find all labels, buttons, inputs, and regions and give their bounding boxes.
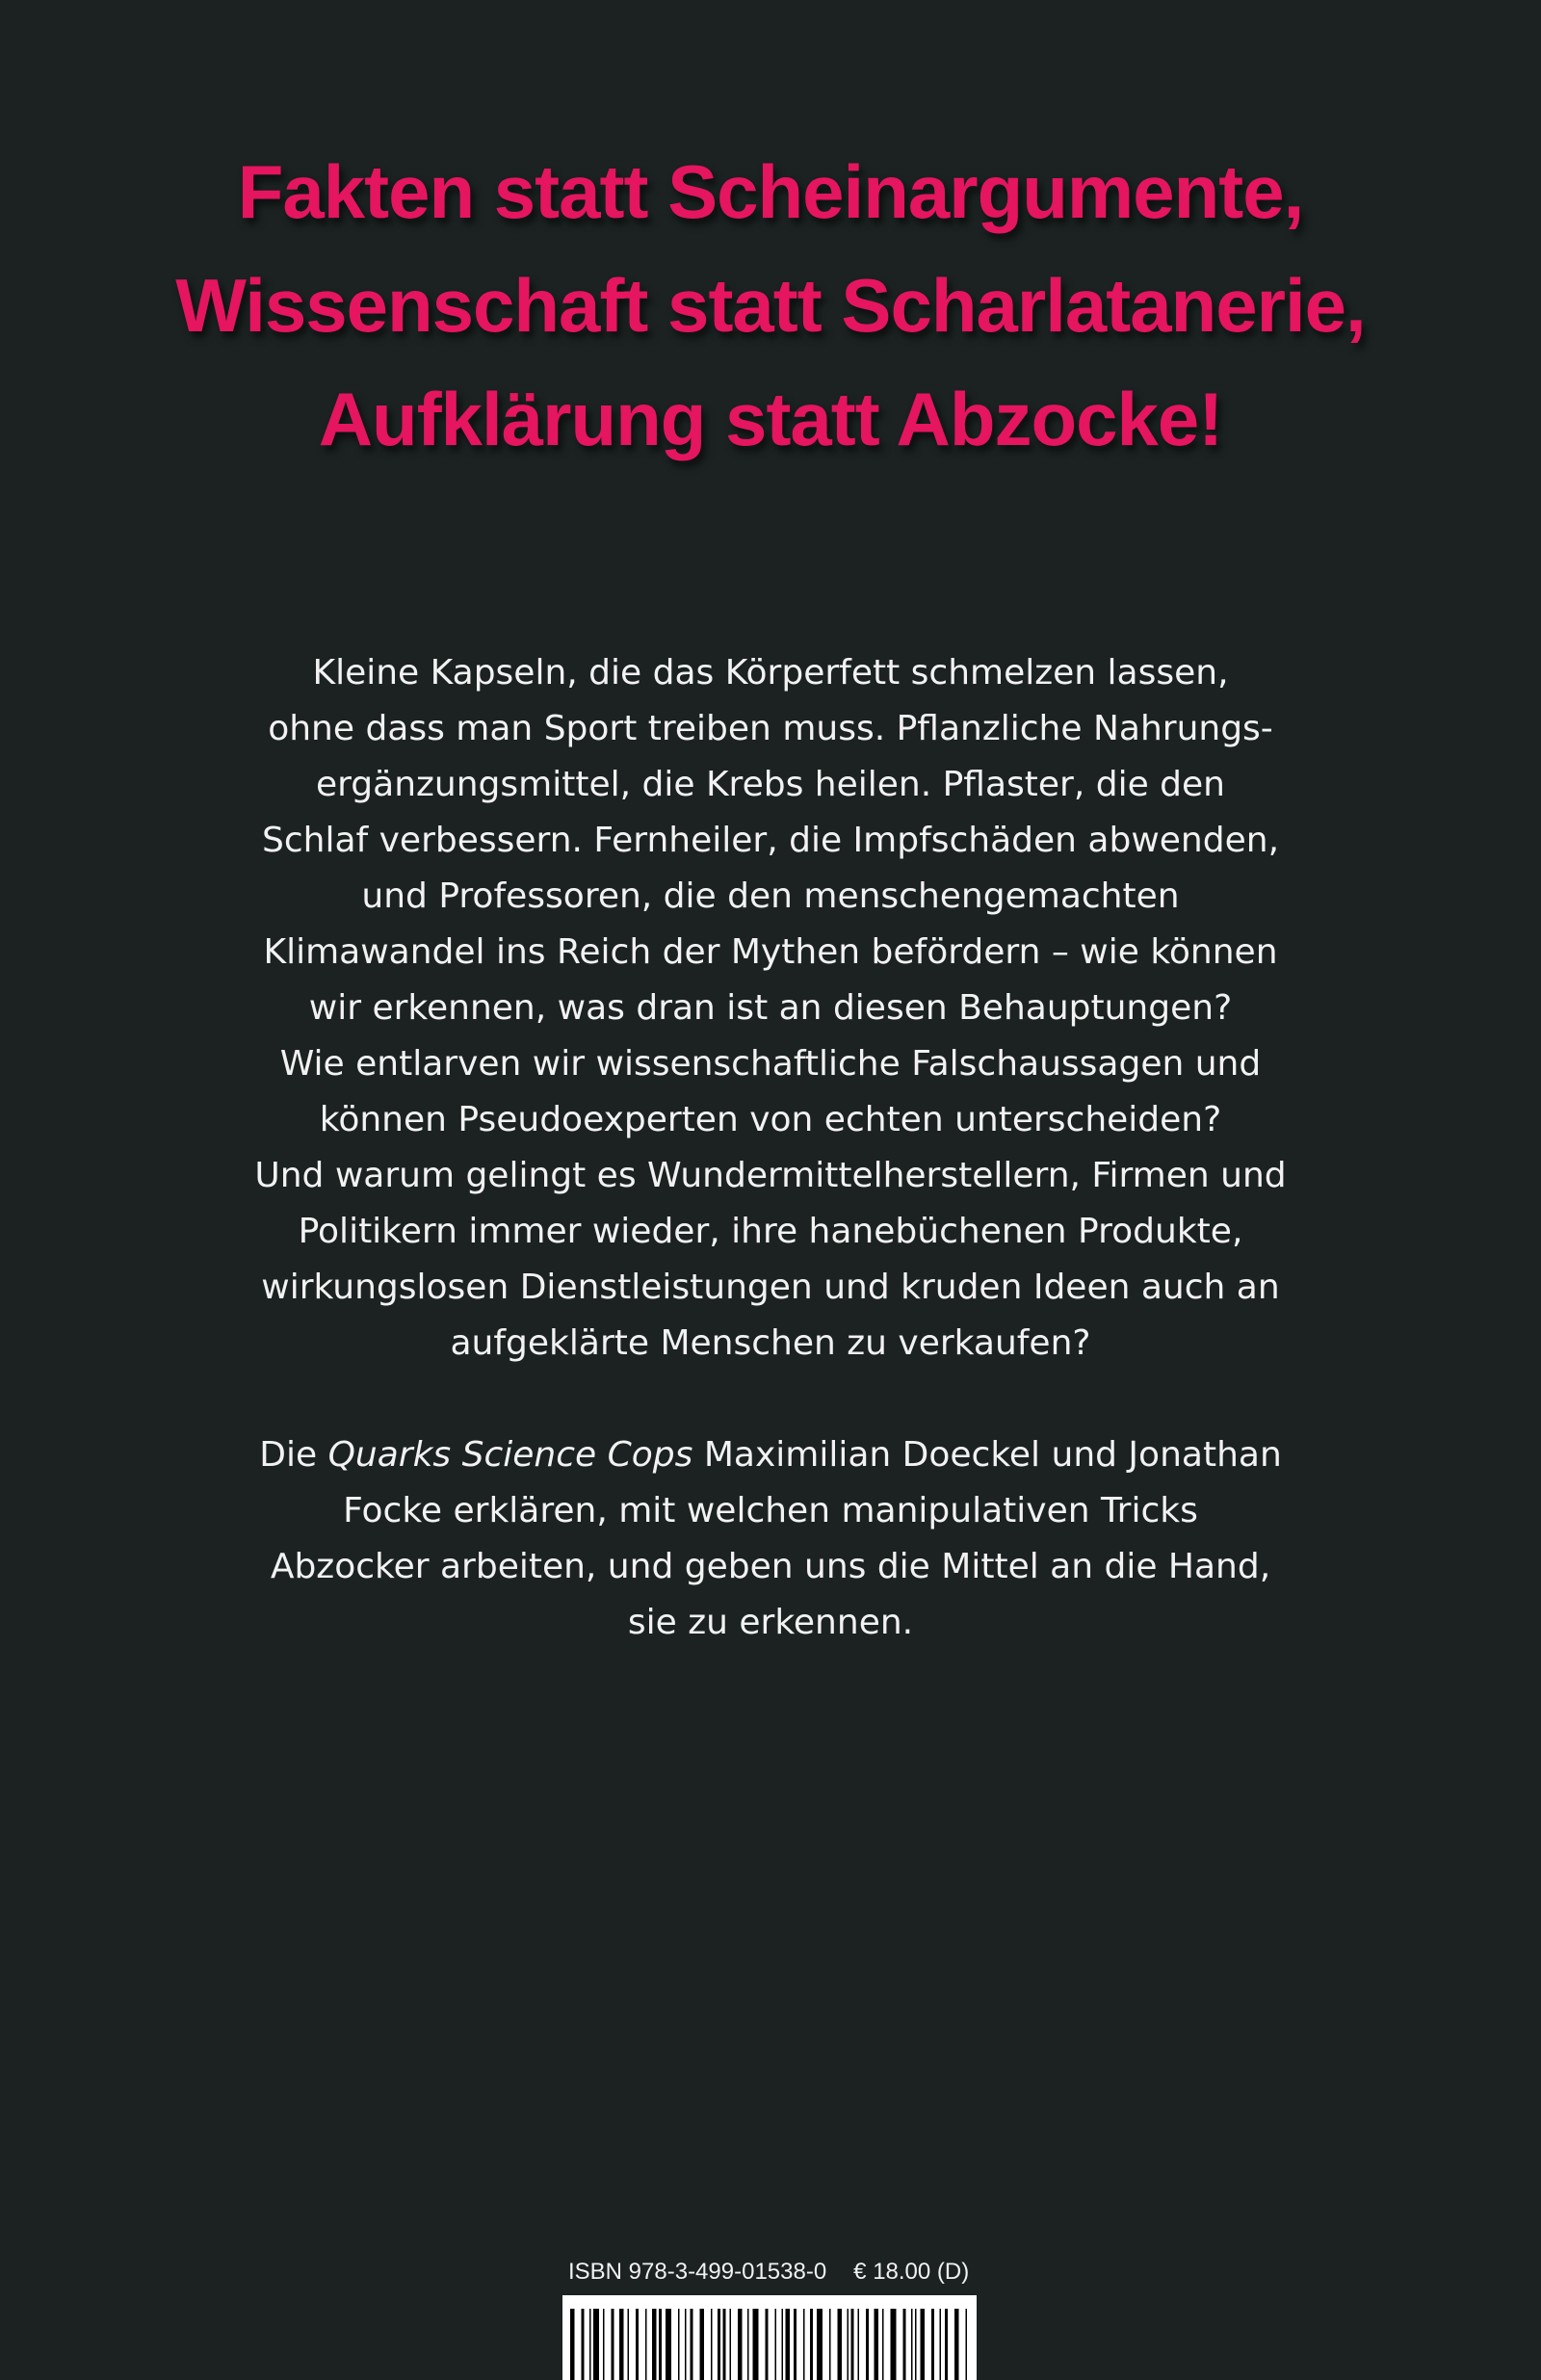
barcode-bar — [718, 2309, 720, 2380]
barcode-bar — [570, 2309, 575, 2380]
blurb-line: wir erkennen, was dran ist an diesen Behauptungen? — [308, 988, 1233, 1028]
barcode-bar — [582, 2309, 585, 2380]
barcode-bar — [603, 2309, 605, 2380]
barcode-bar — [911, 2309, 913, 2380]
blurb-line: Wie entlarven wir wissenschaftliche Falschaussagen und — [279, 1044, 1262, 1084]
barcode-bar — [711, 2309, 713, 2380]
blurb-text-segment: Die — [259, 1435, 328, 1475]
barcode-bar — [945, 2309, 948, 2380]
isbn-number: ISBN 978-3-499-01538-0 — [568, 2259, 827, 2285]
barcode — [562, 2295, 977, 2380]
blurb-line — [173, 1427, 1368, 1483]
barcode-bar — [931, 2309, 934, 2380]
paragraph-gap — [173, 1372, 1368, 1427]
blurb-line: ergänzungsmittel, die Krebs heilen. Pflaster, die den — [315, 765, 1225, 804]
blurb-line: Focke erklären, mit welchen manipulativen Tricks — [343, 1491, 1198, 1530]
headline — [0, 135, 1541, 476]
barcode-bar — [619, 2309, 624, 2380]
barcode-bar — [966, 2309, 968, 2380]
barcode-bar — [803, 2309, 805, 2380]
barcode-bar — [593, 2309, 599, 2380]
barcode-bar — [891, 2309, 897, 2380]
barcode-bar — [685, 2309, 687, 2380]
blurb-line: Abzocker arbeiten, und geben uns die Mittel an die Hand, — [270, 1547, 1271, 1586]
barcode-bar — [838, 2309, 843, 2380]
barcode-bar — [766, 2309, 769, 2380]
barcode-bar — [903, 2309, 906, 2380]
barcode-bar — [858, 2309, 860, 2380]
price-label: € 18.00 (D) — [853, 2259, 970, 2285]
barcode-bar — [954, 2309, 959, 2380]
blurb-line: können Pseudoexperten von echten unterscheiden? — [319, 1100, 1222, 1139]
barcode-bar — [666, 2309, 671, 2380]
blurb-line: aufgeklärte Menschen zu verkaufen? — [450, 1323, 1091, 1363]
blurb-line: Kleine Kapseln, die das Körperfett schmelzen lassen, — [312, 653, 1229, 693]
barcode-bar — [652, 2309, 657, 2380]
barcode-bar — [645, 2309, 647, 2380]
barcode-bar — [866, 2309, 869, 2380]
blurb-line: Politikern immer wieder, ihre hanebüchenen Produkte, — [298, 1212, 1243, 1251]
barcode-bar — [659, 2309, 662, 2380]
blurb-text — [173, 645, 1368, 1651]
barcode-bar — [589, 2309, 591, 2380]
barcode-bar — [940, 2309, 942, 2380]
barcode-bar — [882, 2309, 884, 2380]
barcode-bar — [786, 2309, 791, 2380]
barcode-bar — [851, 2309, 854, 2380]
barcode-bar — [817, 2309, 823, 2380]
barcode-bar — [782, 2309, 784, 2380]
barcode-bar — [700, 2309, 705, 2380]
blurb-line: wirkungslosen Dienstleistungen und kruden Ideen auch an — [261, 1268, 1280, 1307]
barcode-bar — [723, 2309, 726, 2380]
series-name: Quarks Science Cops — [327, 1435, 693, 1475]
barcode-bar — [829, 2309, 831, 2380]
barcode-bar — [810, 2309, 813, 2380]
blurb-text-segment: Maximilian Doeckel und Jonathan — [692, 1435, 1282, 1475]
barcode-bar — [691, 2309, 693, 2380]
barcode-graphic — [562, 2295, 977, 2380]
barcode-bar — [848, 2309, 849, 2380]
barcode-bar — [628, 2309, 630, 2380]
barcode-bar — [794, 2309, 797, 2380]
blurb-line: sie zu erkennen. — [627, 1603, 914, 1642]
barcode-bar — [612, 2309, 614, 2380]
barcode-bar — [875, 2309, 879, 2380]
barcode-bar — [738, 2309, 743, 2380]
barcode-bar — [678, 2309, 680, 2380]
blurb-line: Schlaf verbessern. Fernheiler, die Impfschäden abwenden, — [261, 821, 1280, 860]
blurb-paragraph-2 — [173, 1427, 1368, 1651]
isbn-price-row — [568, 2259, 973, 2286]
headline-line-2: Wissenschaft statt Scharlatanerie, — [175, 263, 1366, 348]
barcode-bar — [775, 2309, 777, 2380]
blurb-line: Klimawandel ins Reich der Mythen befördern – wie können — [263, 932, 1278, 972]
barcode-bar — [753, 2309, 759, 2380]
blurb-line: Und warum gelingt es Wundermittelherstellern, Firmen und — [254, 1156, 1287, 1195]
blurb-paragraph-1 — [173, 645, 1368, 1372]
barcode-bar — [747, 2309, 749, 2380]
barcode-bar — [915, 2309, 917, 2380]
headline-line-3: Aufklärung statt Abzocke! — [318, 377, 1223, 461]
barcode-bar — [730, 2309, 732, 2380]
barcode-bar — [636, 2309, 639, 2380]
blurb-line: und Professoren, die den menschengemachten — [361, 876, 1180, 916]
blurb-line: ohne dass man Sport treiben muss. Pflanzliche Nahrungs- — [268, 709, 1273, 748]
headline-line-1: Fakten statt Scheinargumente, — [237, 149, 1304, 234]
barcode-bar — [921, 2309, 926, 2380]
